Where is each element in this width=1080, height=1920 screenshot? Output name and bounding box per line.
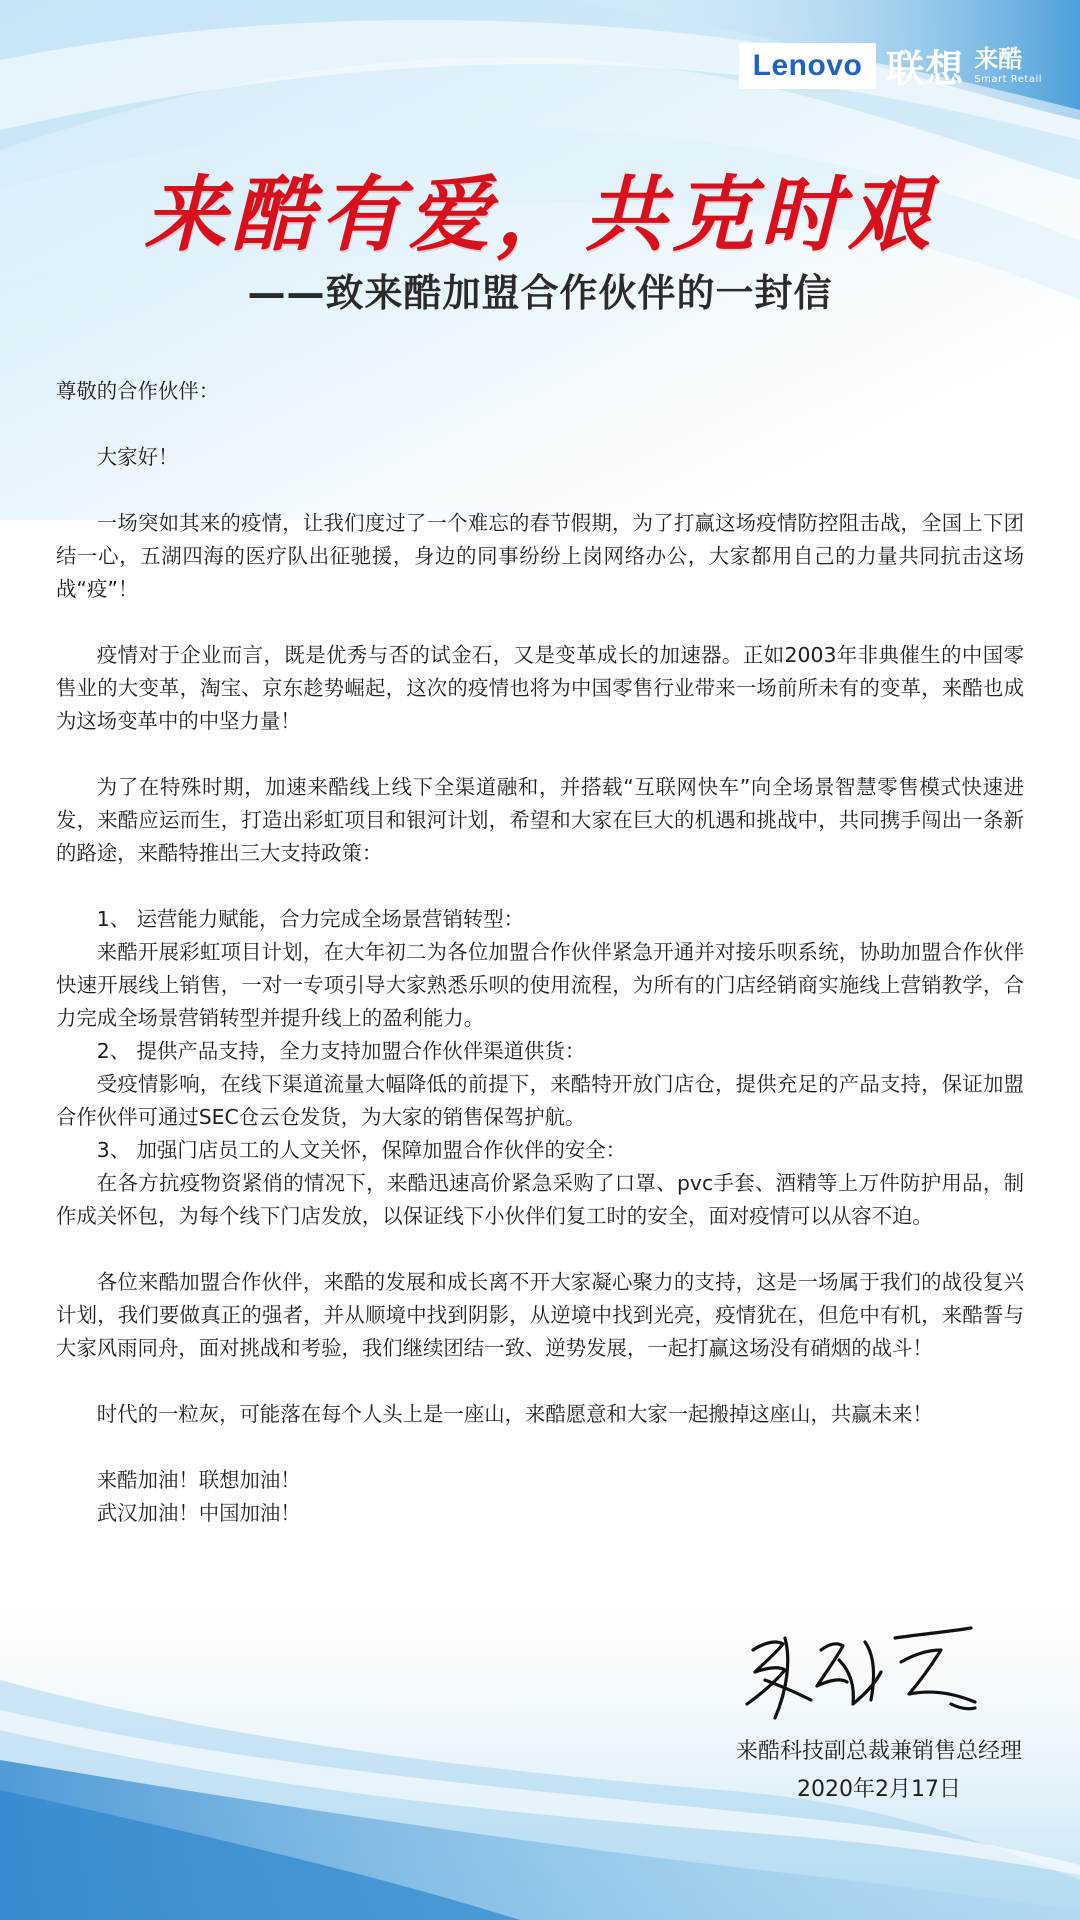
lenovo-wordmark: Lenovo — [739, 43, 877, 89]
lenovo-cn-wordmark: 联想 — [886, 47, 965, 91]
policy-body-3: 在各方抗疫物资紧俏的情况下，来酷迅速高价紧急采购了口罩、pvc手套、酒精等上万件防护用品，制作成关怀包，为每个线下门店发放，以保证线下小伙伴们复工时的安全，面对疫情可以从容不迫。 — [56, 1171, 1024, 1228]
letter-greeting: 大家好！ — [96, 445, 179, 469]
letter-cheer-2: 武汉加油！中国加油！ — [96, 1501, 301, 1525]
page-title: 来酷有爱，共克时艰 — [144, 167, 936, 263]
letter-paragraph-4: 各位来酷加盟合作伙伴，来酷的发展和成长离不开大家凝心聚力的支持，这是一场属于我们的战役复兴计划，我们要做真正的强者，并从顺境中找到阴影，从逆境中找到光亮，疫情犹在，但危中有机，来酷誓与大家风雨同舟，面对挑战和考验，我们继续团结一致、逆势发展，一起打赢这场没有硝烟的战斗！ — [56, 1270, 1024, 1360]
policy-heading-1: 1、 运营能力赋能，合力完成全场景营销转型： — [96, 907, 525, 931]
handwritten-signature — [725, 1620, 995, 1730]
lenovo-laku-logo — [739, 38, 1042, 93]
policy-body-1: 来酷开展彩虹项目计划，在大年初二为各位加盟合作伙伴紧急开通并对接乐呗系统，协助加盟合作伙伴快速开展线上销售，一对一专项引导大家熟悉乐呗的使用流程，为所有的门店经销商实施线上营销教学，合力完成全场景营销转型并提升线上的盈利能力。 — [56, 940, 1024, 1030]
signer-title: 来酷科技副总裁兼销售总经理 — [735, 1739, 1022, 1764]
laku-wordmark — [974, 44, 1042, 85]
letter-paragraph-3: 为了在特殊时期，加速来酷线上线下全渠道融和，并搭载“互联网快车”向全场景智慧零售模式快速进发，来酷应运而生，打造出彩虹项目和银河计划，希望和大家在巨大的机遇和挑战中，共同携手闯出一条新的路途，来酷特推出三大支持政策： — [56, 775, 1024, 865]
policy-body-2: 受疫情影响，在线下渠道流量大幅降低的前提下，来酷特开放门店仓，提供充足的产品支持，保证加盟合作伙伴可通过SEC仓云仓发货，为大家的销售保驾护航。 — [56, 1072, 1024, 1129]
letter-paragraph-1: 一场突如其来的疫情，让我们度过了一个难忘的春节假期，为了打赢这场疫情防控阻击战，全国上下团结一心，五湖四海的医疗队出征驰援，身边的同事纷纷上岗网络办公，大家都用自己的力量共同抗击这场战“疫”！ — [56, 511, 1024, 601]
letter-body — [56, 375, 1024, 1530]
letter-cheer-1: 来酷加油！联想加油！ — [96, 1468, 301, 1492]
policy-heading-2: 2、 提供产品支持，全力支持加盟合作伙伴渠道供货： — [96, 1039, 586, 1063]
letter-paragraph-5: 时代的一粒灰，可能落在每个人头上是一座山，来酷愿意和大家一起搬掉这座山，共赢未来！ — [96, 1402, 933, 1426]
background-bottom-waves — [0, 1540, 1080, 1920]
laku-en-label: Smart Retail — [974, 73, 1042, 85]
signer-block — [736, 1733, 1022, 1809]
letter-paragraph-2: 疫情对于企业而言，既是优秀与否的试金石，又是变革成长的加速器。正如2003年非典催生的中国零售业的大变革，淘宝、京东趁势崛起，这次的疫情也将为中国零售行业带来一场前所未有的变革，来酷也成为这场变革中的中坚力量！ — [56, 643, 1024, 733]
laku-cn-label: 来酷 — [974, 44, 1023, 73]
page-subtitle: ——致来酷加盟合作伙伴的一封信 — [247, 271, 833, 315]
letter-salutation: 尊敬的合作伙伴： — [56, 379, 220, 403]
signer-date: 2020年2月17日 — [797, 1777, 961, 1802]
policy-heading-3: 3、 加强门店员工的人文关怀，保障加盟合作伙伴的安全： — [96, 1138, 627, 1162]
